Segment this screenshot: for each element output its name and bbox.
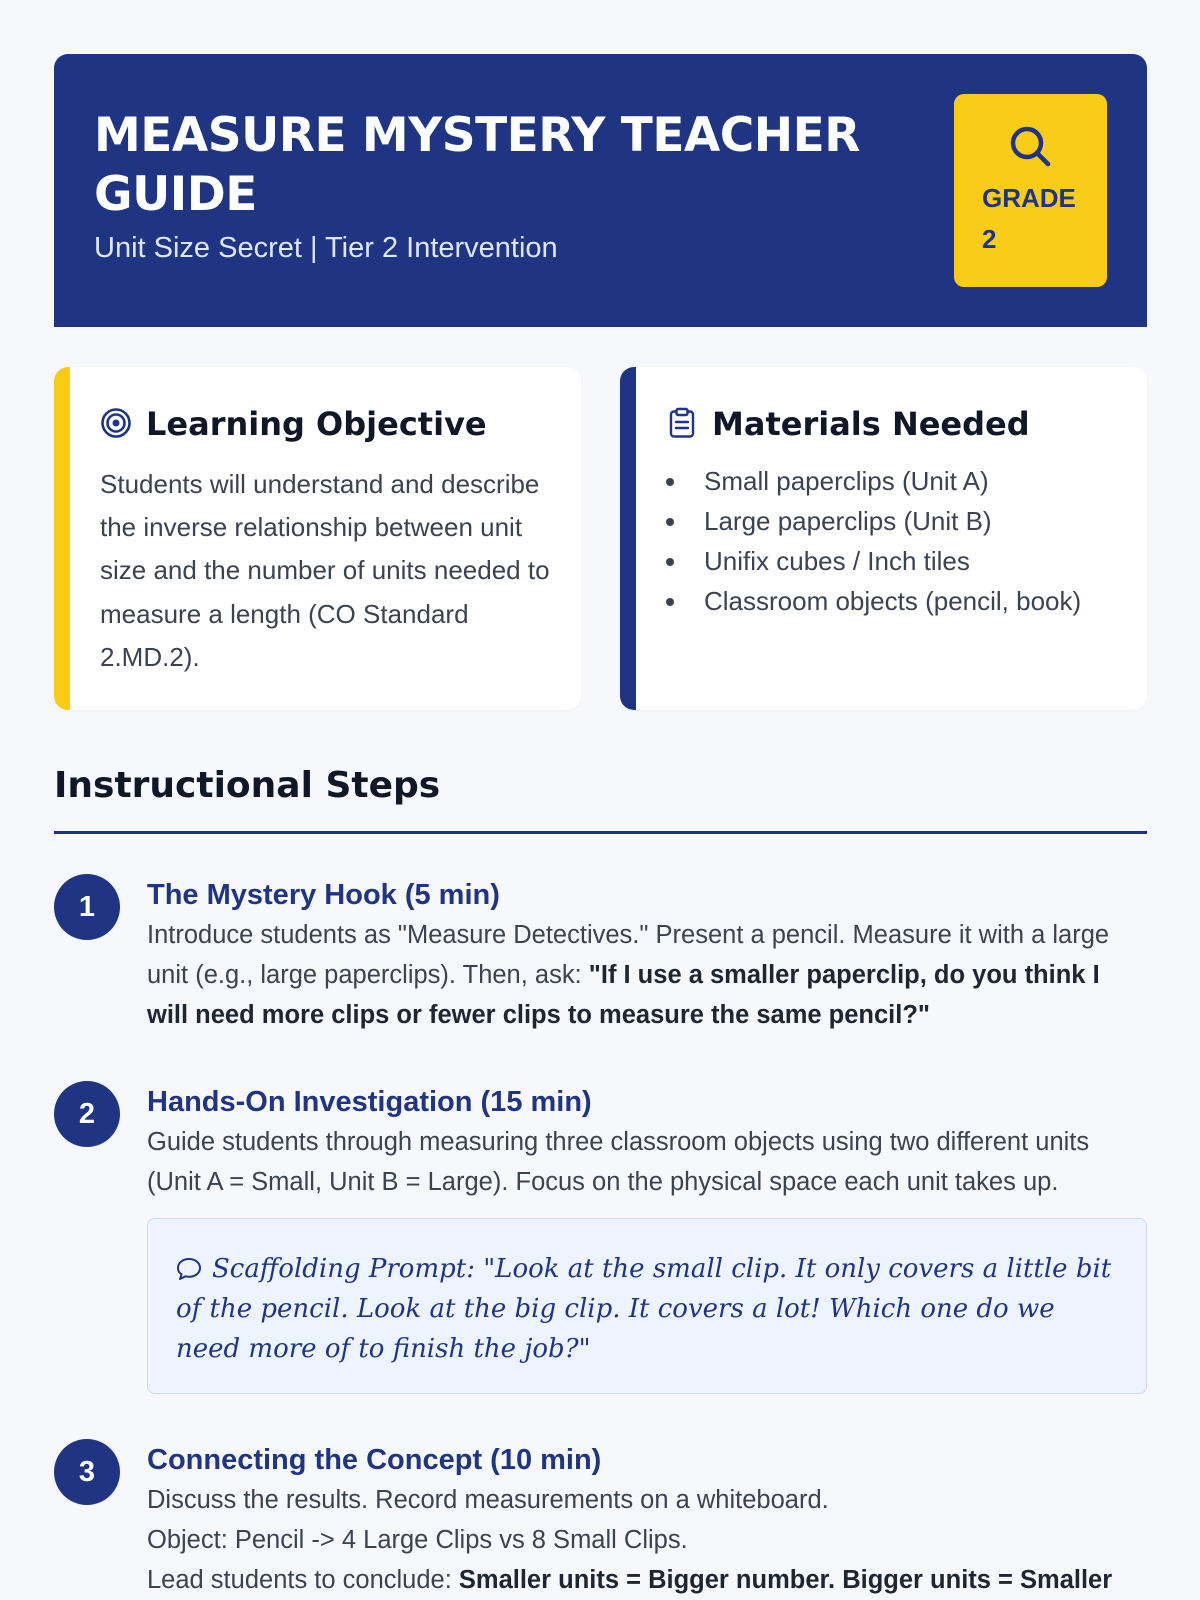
grade-label: GRADE 2	[982, 183, 1076, 254]
prompt-text: Scaffolding Prompt: "Look at the small clip. It only covers a little bit of the pencil. Look at the big clip. It covers a lot! Which one do we need more of to finish the job?"	[176, 1254, 1112, 1364]
clipboard-icon	[666, 407, 698, 439]
list-item: Classroom objects (pencil, book)	[666, 581, 1136, 621]
step-text-plain: Lead students to conclude:	[147, 1566, 459, 1594]
step-text-plain: Introduce students as "Measure Detectives." Present a pencil. Measure it with a large unit (e.g., large paperclips). Then, ask:	[147, 921, 1110, 989]
step-text: Guide students through measuring three classroom objects using two different units (Unit A = Small, Unit B = Large). Focus on the physical space each unit takes up.	[147, 1128, 1090, 1196]
step-text-line: Discuss the results. Record measurements on a whiteboard.	[147, 1486, 829, 1514]
step-text	[147, 915, 1147, 1035]
section-divider	[54, 831, 1147, 834]
list-item: Unifix cubes / Inch tiles	[666, 541, 1136, 581]
guide-header	[54, 54, 1147, 327]
grade-badge	[954, 94, 1107, 287]
scaffolding-prompt	[147, 1218, 1147, 1394]
step-question: "If I use a smaller paperclip, do you think I will need more clips or fewer clips to measure the same pencil?"	[147, 961, 1100, 1029]
objective-text: Students will understand and describe the inverse relationship between unit size and the number of units needed to measure a length (CO Standard 2.MD.2).	[100, 469, 550, 672]
step-number: 3	[54, 1439, 120, 1505]
card-accent-stripe	[54, 367, 70, 710]
section-title: Instructional Steps	[54, 765, 441, 806]
step-title: The Mystery Hook (5 min)	[147, 879, 500, 911]
speech-bubble-icon	[176, 1256, 202, 1282]
step-text-line: Object: Pencil -> 4 Large Clips vs 8 Small Clips.	[147, 1526, 688, 1554]
target-icon	[100, 407, 132, 439]
learning-objective-card	[54, 367, 581, 710]
list-item: Small paperclips (Unit A)	[666, 461, 1136, 501]
step-body	[147, 874, 1147, 1035]
step-number: 2	[54, 1081, 120, 1147]
page-title: MEASURE MYSTERY TEACHER GUIDE	[94, 108, 860, 222]
materials-list	[666, 461, 1136, 621]
materials-title: Materials Needed	[712, 405, 1030, 443]
step-title: Hands-On Investigation (15 min)	[147, 1086, 592, 1118]
step-body	[147, 1081, 1147, 1394]
step-title: Connecting the Concept (10 min)	[147, 1444, 602, 1476]
materials-card	[620, 367, 1147, 710]
step-conclusion: Smaller units = Bigger number. Bigger units = Smaller	[458, 1566, 1113, 1594]
list-item: Large paperclips (Unit B)	[666, 501, 1136, 541]
page-subtitle: Unit Size Secret | Tier 2 Intervention	[94, 232, 558, 264]
card-accent-stripe	[620, 367, 636, 710]
step-number: 1	[54, 874, 120, 940]
step-text-line	[147, 1560, 1147, 1600]
step-body	[147, 1439, 1147, 1600]
objective-title: Learning Objective	[146, 405, 487, 443]
search-icon	[1006, 122, 1054, 170]
